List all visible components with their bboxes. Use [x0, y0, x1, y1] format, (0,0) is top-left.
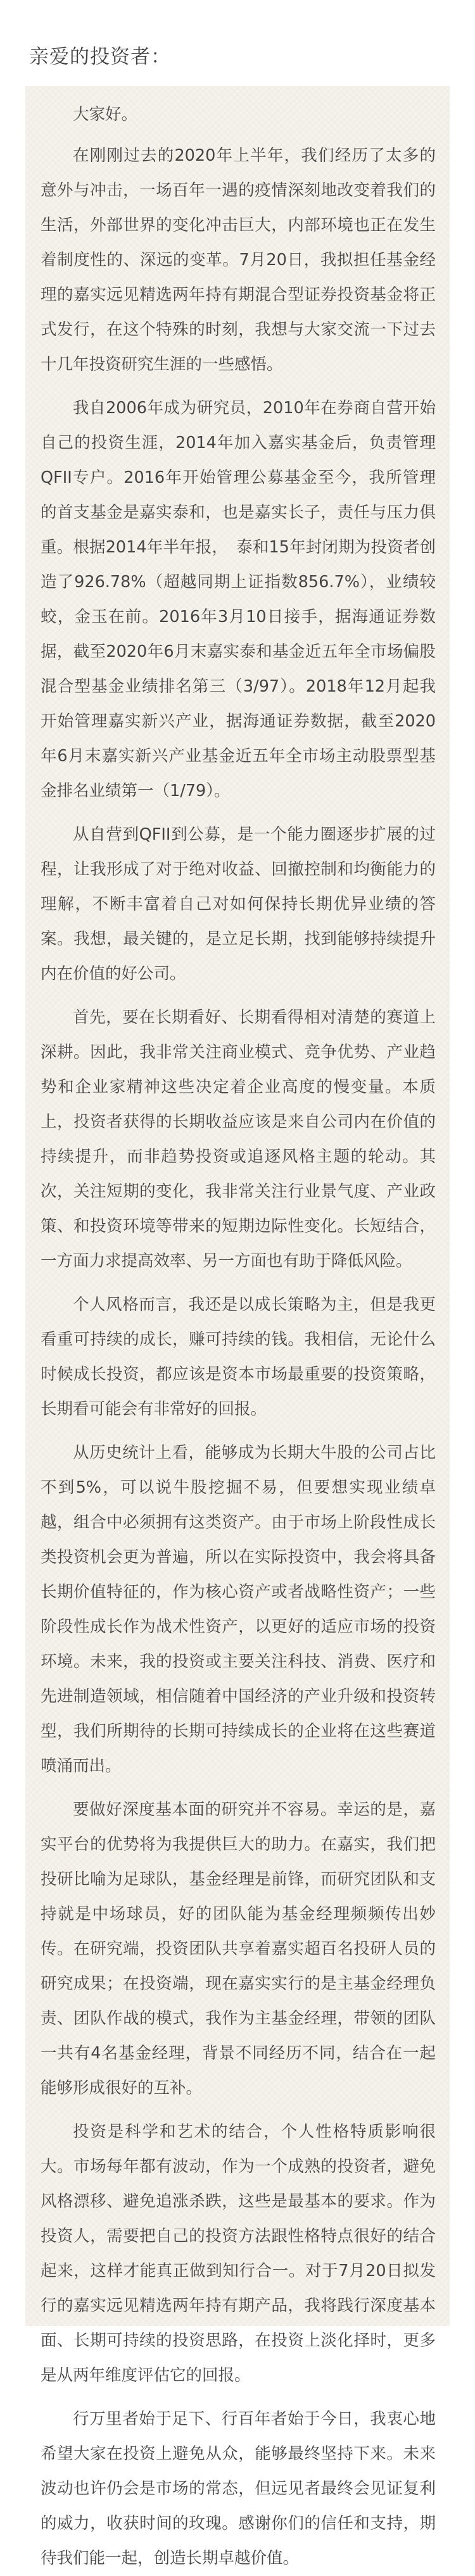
- paragraph-closing: 行万里者始于足下、行百年者始于今日，我衷心地希望大家在投资上避免从众，能够最终坚持下来。未来波动也许仍会是市场的常态，但远见者最终会见证复利的威力，收获时间的玫瑰。感谢你们的信任和支持，期待我们能一起，创造长期卓越价值。: [41, 2410, 436, 2568]
- paragraph-long-term: 从自营到QFII到公募，是一个能力圈逐步扩展的过程，让我形成了对于绝对收益、回撤控制和均衡能力的理解，不断丰富着自己对如何保持长期优异业绩的答案。我想，最关键的，是立足长期，找到能够持续提升内在价值的好公司。: [41, 825, 436, 983]
- paragraph-career: 我自2006年成为研究员，2010年在券商自营开始自己的投资生涯，2014年加入嘉实基金后，负责管理QFII专户。2016年开始管理公募基金至今，我所管理的首支基金是嘉实泰和，也是嘉实长子，责任与压力俱重。根据2014年半年报， 泰和15年封闭期为投资者创造了926.78%（超越同期上证指数856.7%），业绩较蛟，金玉在前。2016年3月10日接手，据海通证券数据，截至2020年6月末嘉实泰和基金近五年全市场偏股混合型基金业绩排名第三（3/97）。2018年12月起我开始管理嘉实新兴产业，据海通证券数据，截至2020年6月末嘉实新兴产业基金近五年全市场主动股票型基金排名业绩第一（1/79）。: [41, 399, 436, 800]
- paragraph-greeting: 大家好。: [73, 105, 138, 124]
- letter-body: [25, 86, 450, 2568]
- paragraph-history: 从历史统计上看，能够成为长期大牛股的公司占比不到5%，可以说牛股挖掘不易，但要想实现业绩卓越，组合中必须拥有这类资产。由于市场上阶段性成长类投资机会更为普遍，所以在实际投资中，我会将具备长期价值特征的，作为核心资产或者战略性资产；一些阶段性成长作为战术性资产，以更好的适应市场的投资环境。未来，我的投资或主要关注科技、消费、医疗和先进制造领域，相信随着中国经济的产业升级和投资转型，我们所期待的长期可持续成长的企业将在这些赛道喷涌而出。: [41, 1443, 436, 1776]
- paragraph-intro: 在刚刚过去的2020年上半年，我们经历了太多的意外与冲击，一场百年一遇的疫情深刻地改变着我们的生活，外部世界的变化冲击巨大，内部环境也正在发生着制度性的、深远的变革。7月20日，我拟担任基金经理的嘉实远见精选两年持有期混合型证券投资基金将正式发行，在这个特殊的时刻，我想与大家交流一下过去十几年投资研究生涯的一些感悟。: [41, 146, 436, 374]
- paragraph-philosophy: 投资是科学和艺术的结合，个人性格特质影响很大。市场每年都有波动，作为一个成熟的投资者，避免风格漂移、避免追涨杀跌，这些是最基本的要求。作为投资人，需要把自己的投资方法跟性格特点很好的结合起来，这样才能真正做到知行合一。对于7月20日拟发行的嘉实远见精选两年持有期产品，我将践行深度基本面、长期可持续的投资思路，在投资上淡化择时，更多是从两年维度评估它的回报。: [41, 2122, 436, 2385]
- paragraph-style: 个人风格而言，我还是以成长策略为主，但是我更看重可持续的成长，赚可持续的钱。我相信，无论什么时候成长投资，都应该是资本市场最重要的投资策略，长期看可能会有非常好的回报。: [41, 1295, 436, 1419]
- paragraph-method: 首先，要在长期看好、长期看得相对清楚的赛道上深耕。因此，我非常关注商业模式、竞争优势、产业趋势和企业家精神这些决定着企业高度的慢变量。本质上，投资者获得的长期收益应该是来自公司内在价值的持续提升，而非趋势投资或追逐风格主题的轮动。其次，关注短期的变化，我非常关注行业景气度、产业政策、和投资环境等带来的短期边际性变化。长短结合，一方面力求提高效率、另一方面也有助于降低风险。: [41, 1008, 436, 1271]
- salutation: 亲爱的投资者：: [29, 46, 171, 68]
- paragraph-team: 要做好深度基本面的研究并不容易。幸运的是，嘉实平台的优势将为我提供巨大的助力。在嘉实，我们把投研比喻为足球队，基金经理是前锋，而研究团队和支持就是中场球员，好的团队能为基金经理频频传出妙传。在研究端，投资团队共享着嘉实超百名投研人员的研究成果；在投资端，现在嘉实实行的是主基金经理负责、团队作战的模式，我作为主基金经理，带领的团队一共有4名基金经理，背景不同经历不同，结合在一起能够形成很好的互补。: [41, 1800, 436, 2098]
